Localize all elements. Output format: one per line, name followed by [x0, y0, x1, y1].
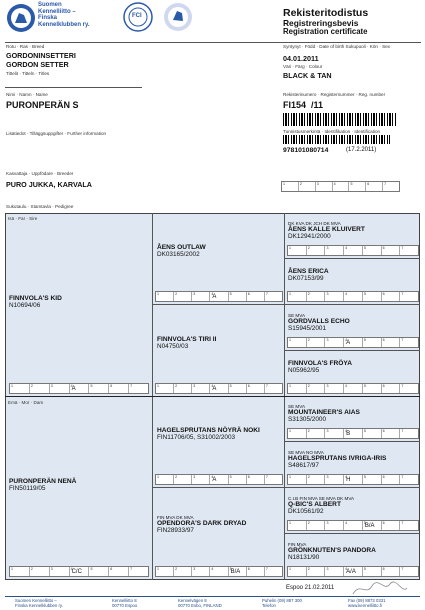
colour-label: Väri · Färg · Colour	[283, 64, 323, 69]
sdd-entry: FINNVOLA'S FRÖYA N05962/95	[288, 360, 352, 374]
ddd-boxes: 1 2 3 4 A/A 5 6 7	[287, 566, 419, 577]
grade-mark: B/A	[230, 569, 241, 575]
sire-dam-boxes: 1 2 3 4 A 5 6 7	[155, 383, 283, 394]
dog-name: PURONPERÄN S	[6, 100, 79, 110]
dam-entry: PURONPERÄN NENÄ FIN50119/05	[9, 478, 77, 492]
dam-sire-boxes: 1 2 3 4 A 5 6 7	[155, 474, 283, 485]
reg-barcode	[283, 113, 397, 126]
sdd-boxes: 1 2 3 4 5 6 7	[287, 383, 419, 394]
sds-entry: SE MVA GORDVALLS ECHO S15945/2001	[288, 313, 350, 332]
issue-place-date: Espoo 21.02.2011	[286, 585, 335, 591]
dam-dam-boxes: 1 2 3 4 5 B/A 6 7	[155, 566, 283, 577]
name-label: Nimi · Namn · Name	[6, 92, 48, 97]
stamp-seal	[163, 2, 193, 32]
footer-address-sv: Kennelvägen 8 00770 Esbo, FINLAND	[178, 598, 222, 608]
certificate-title: Rekisteritodistus Registreringsbevis Registration certificate	[283, 7, 369, 36]
dsd-boxes: 1 2 3 4 H 5 6 7	[287, 474, 419, 485]
pedigree-label: Sukutaulu · Stamtavla · Pedigree	[6, 204, 74, 209]
grade-mark: A	[71, 386, 76, 392]
dam-sire-entry: HAGELSPRUTANS NÖYRÄ NOKI FIN11706/05, S31002/2003	[157, 427, 260, 441]
grade-mark: B/A	[364, 523, 375, 529]
grade-mark: A	[346, 340, 351, 346]
birth-date: 04.01.2011	[283, 54, 319, 63]
dds-entry: C.I.B FIN MVA SE MVA DK MVA Q-BIC'S ALBERT DK10561/92	[288, 496, 355, 515]
grade-mark: B	[346, 431, 351, 437]
id-number: 978101080714	[283, 147, 329, 154]
ddd-entry: FIN MVA GRÖNKNUTEN'S PANDORA N18131/90	[288, 542, 376, 561]
id-date: (17.2.2011)	[346, 147, 377, 153]
birth-sex-label: Syntynyt · Född · Date of birth Sukupuoli · Kön · Sex	[283, 44, 390, 49]
breeder-value: PURO JUKKA, KARVALA	[6, 180, 92, 189]
ssd-boxes: 1 2 3 4 5 6 7	[287, 291, 419, 302]
identification-label: Tunnistusmerkintä · Identifikation · Identification	[283, 129, 381, 134]
org-name: Suomen Kennelliitto – Finska Kennelklubben ry.	[38, 2, 90, 28]
sire-dam-entry: FINNVOLA'S TIRI II N04750/03	[157, 336, 217, 350]
dam-label: Emä · Mor · Dam	[8, 400, 44, 405]
grade-mark: A	[212, 477, 217, 483]
footer-phone: Puhelin (09) 887 300 Telefon	[262, 598, 302, 608]
sss-boxes: 1 2 3 4 5 6 7	[287, 245, 419, 256]
dam-dam-entry: FIN MVA DK MVA OPENDORA'S DARK DRYAD FIN28933/97	[157, 515, 247, 534]
dss-entry: SE MVA MOUNTAINEER'S AIAS S31305/2000	[288, 404, 360, 423]
reg-number-label: Rekisterinumero · Registernummer · Reg. number	[283, 92, 386, 97]
dam-boxes: 1 2 3 4 C/C 5 6 7	[9, 566, 149, 577]
id-barcode	[283, 135, 390, 144]
breed-value-en: GORDON SETTER	[6, 60, 69, 69]
grade-mark: A	[212, 294, 217, 300]
breeder-label: Kasvattaja · Uppfödare · Breeder	[6, 171, 74, 176]
ssd-entry: ÅENS ERICA DK07153/99	[288, 268, 329, 282]
sire-entry: FINNVOLA'S KID N10694/06	[9, 295, 62, 309]
colour-value: BLACK & TAN	[283, 71, 332, 80]
dsd-entry: SE MVA NO MVA HAGELSPRUTANS IVRIGA-IRIS S48617/97	[288, 450, 387, 469]
owner-boxes: 1 2 3 4 5 6 7	[281, 181, 400, 192]
fci-logo: FCI	[123, 2, 153, 32]
footer-org: Suomen Kennelliitto – Finska Kennelklubben ry.	[15, 598, 63, 608]
grade-mark: A	[212, 386, 217, 392]
sire-sire-entry: ÅENS OUTLAW DK03165/2002	[157, 244, 206, 258]
kennel-club-logo	[6, 3, 36, 33]
reg-number: FI154 /11	[283, 100, 324, 110]
sire-boxes: 1 2 3 4 A 5 6 7	[9, 383, 149, 394]
dss-boxes: 1 2 3 4 B 5 6 7	[287, 428, 419, 439]
sds-boxes: 1 2 3 4 A 5 6 7	[287, 337, 419, 348]
sire-sire-boxes: 1 2 3 4 A 5 6 7	[155, 291, 283, 302]
dds-boxes: 1 2 3 4 5 B/A 6 7	[287, 520, 419, 531]
further-info-label: Lisätiedot · Tilläggsuppgifter · Further information	[6, 131, 107, 136]
grade-mark: H	[346, 477, 351, 483]
grade-mark: C/C	[71, 569, 82, 575]
breed-value-fi: GORDONINSETTERI	[6, 51, 76, 60]
breed-label: Rotu · Ras · Breed	[6, 44, 45, 49]
grade-mark: A/A	[346, 569, 356, 575]
footer-web: Fax (09) 8873 0331 www.kennelliitto.fi	[348, 598, 386, 608]
sss-entry: DK KVA DK JCH DK MVA ÅENS KALLE KLUIVERT DK12941/2000	[288, 221, 365, 240]
titles-label: Tittelit · Titteln · Titles	[6, 71, 50, 76]
footer-address-fi: Kennelliitto 8 00770 Espoo	[112, 598, 138, 608]
sire-label: Isä · Far · Sire	[8, 216, 38, 221]
